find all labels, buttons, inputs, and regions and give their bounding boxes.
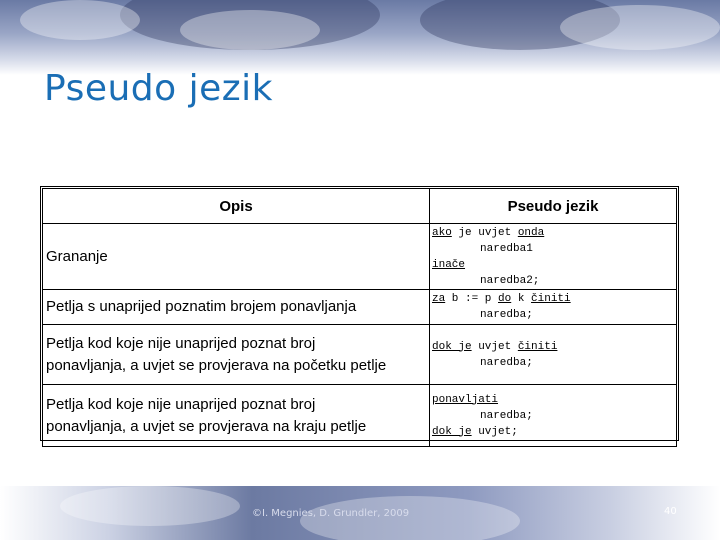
- code-line: [432, 241, 676, 257]
- description-line: Grananje: [46, 247, 108, 265]
- row-description: [43, 385, 430, 447]
- code-line: [432, 257, 676, 273]
- row-pseudocode: [430, 224, 677, 290]
- code-text: b := p: [445, 293, 499, 305]
- code-text: uvjet: [471, 340, 518, 353]
- code-keyword: do: [498, 293, 512, 305]
- code-text: naredba;: [480, 409, 533, 422]
- table-header-row: [43, 189, 677, 224]
- row-pseudocode: [430, 325, 677, 385]
- row-description: [43, 290, 430, 325]
- code-keyword: činiti: [517, 340, 558, 353]
- code-text: je uvjet: [451, 226, 518, 239]
- description-line: ponavljanja, a uvjet se provjerava na kraju petlje: [46, 417, 367, 435]
- row-pseudocode: [430, 290, 677, 325]
- code-text: naredba;: [480, 309, 533, 321]
- comparison-table: [42, 188, 677, 447]
- code-text: naredba1: [480, 242, 533, 255]
- code-keyword: ako: [432, 226, 452, 239]
- code-keyword: onda: [517, 226, 545, 239]
- code-line: [432, 291, 676, 307]
- code-keyword: činiti: [531, 293, 571, 305]
- table-row: [43, 385, 677, 447]
- code-line: [432, 408, 676, 424]
- description-line: ponavljanja, a uvjet se provjerava na početku petlje: [46, 356, 387, 374]
- code-line: [432, 392, 676, 408]
- code-keyword: ponavljati: [432, 393, 499, 406]
- table-body: [43, 224, 677, 447]
- description-line: Petlja kod koje nije unaprijed poznat broj: [46, 395, 316, 413]
- code-line: [432, 307, 676, 323]
- description-line: Petlja s unaprijed poznatim brojem ponavljanja: [46, 298, 357, 315]
- code-line: [432, 225, 676, 241]
- row-description: [43, 224, 430, 290]
- code-line: [432, 355, 676, 371]
- code-keyword: dok je: [432, 425, 472, 438]
- code-line: [432, 424, 676, 440]
- table-row: [43, 325, 677, 385]
- code-text: k: [511, 293, 532, 305]
- code-line: [432, 339, 676, 355]
- header-decoration: [0, 0, 720, 75]
- table-row: [43, 290, 677, 325]
- code-line: [432, 273, 676, 289]
- description-line: Petlja kod koje nije unaprijed poznat broj: [46, 334, 316, 352]
- footer-copyright: ©I. Megnies, D. Grundler, 2009: [252, 508, 410, 519]
- row-description: [43, 325, 430, 385]
- code-keyword: za: [432, 293, 446, 305]
- slide-title: Pseudo jezik: [44, 68, 274, 109]
- row-pseudocode: [430, 385, 677, 447]
- code-text: naredba2;: [480, 274, 540, 287]
- page-number: 40: [664, 506, 677, 517]
- code-text: uvjet;: [471, 425, 518, 438]
- comparison-table-frame: [40, 186, 679, 441]
- header-opis: Opis: [43, 189, 430, 224]
- code-keyword: inače: [432, 258, 466, 271]
- header-pseudo-jezik: Pseudo jezik: [430, 189, 677, 224]
- code-keyword: dok je: [432, 340, 472, 353]
- code-text: naredba;: [480, 356, 533, 369]
- table-row: [43, 224, 677, 290]
